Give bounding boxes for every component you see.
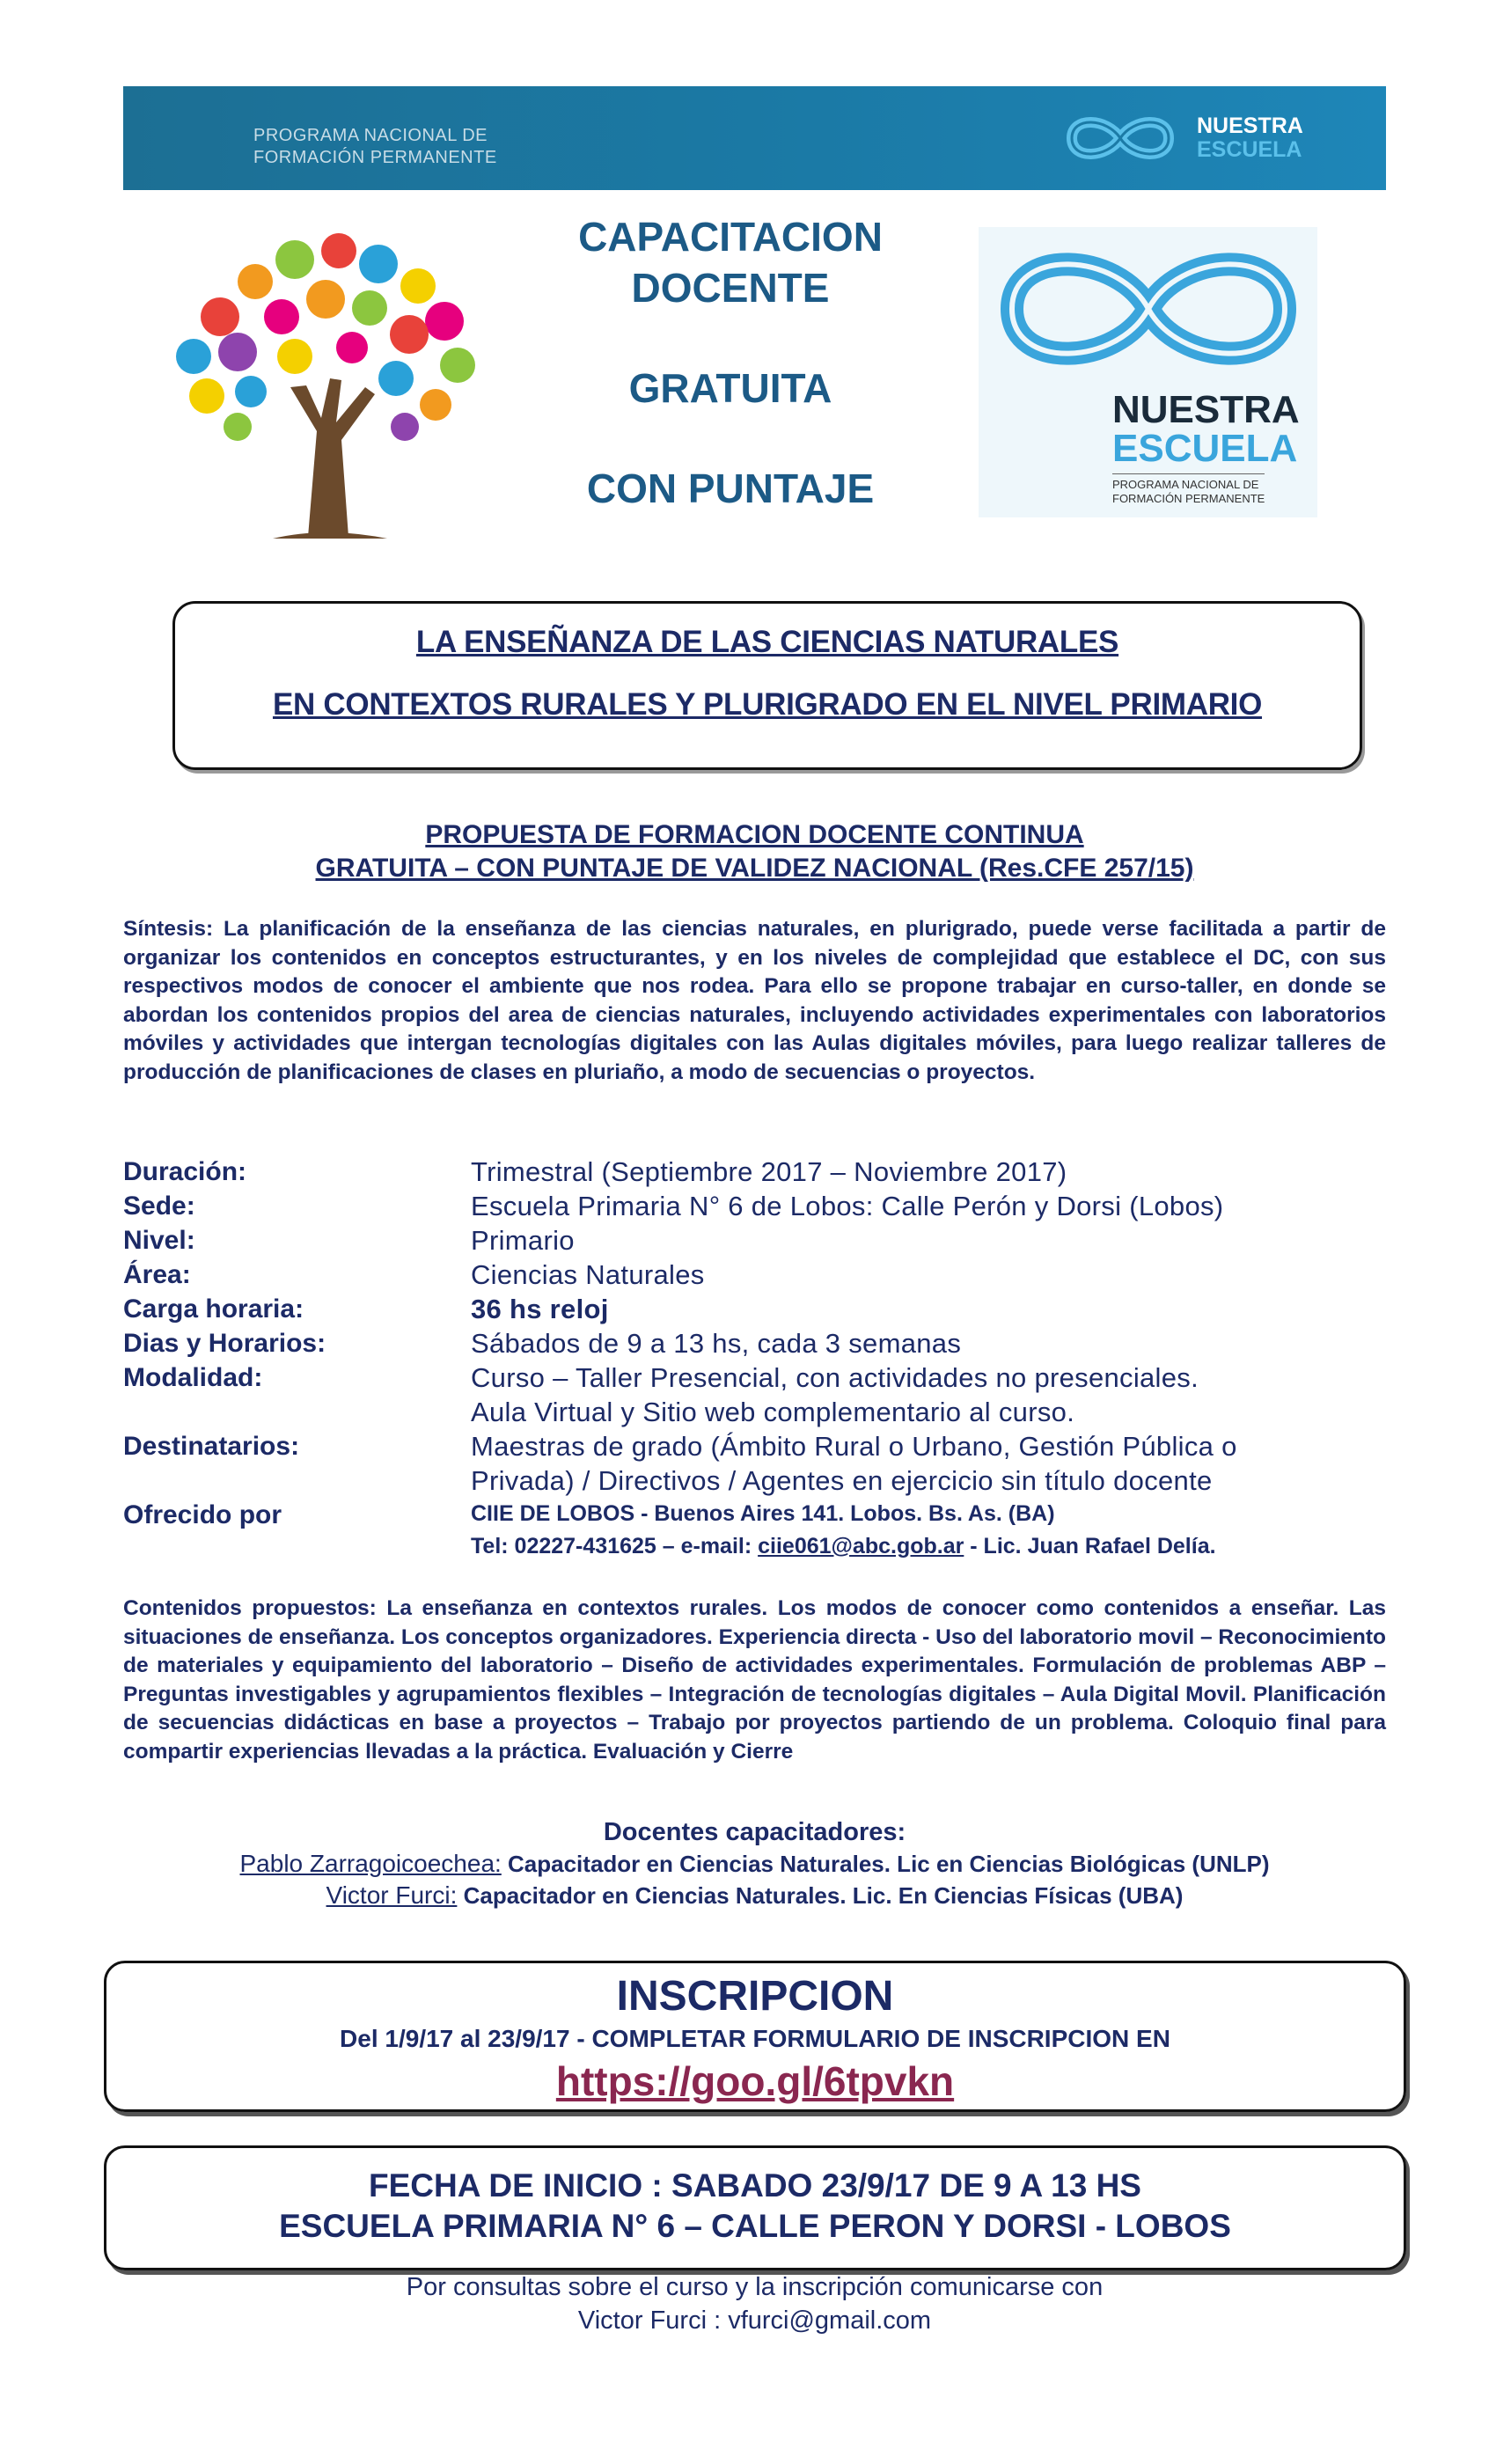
proposal-line-2: GRATUITA – CON PUNTAJE DE VALIDEZ NACIONAL (Res.CFE 257/15) <box>315 854 1194 883</box>
nuestra-escuela-large-logo <box>979 227 1317 517</box>
hero-line-docente: DOCENTE <box>631 265 830 311</box>
proposal-line-1: PROPUESTA DE FORMACION DOCENTE CONTINUA <box>425 820 1084 849</box>
trainer-desc: Capacitador en Ciencias Naturales. Lic en Ciencias Biológicas (UNLP) <box>501 1851 1270 1877</box>
logo-sub-line-1: PROGRAMA NACIONAL DE <box>1112 478 1259 491</box>
email-link[interactable]: ciie061@abc.gob.ar <box>758 1534 964 1558</box>
logo-wordmark-large <box>1112 388 1300 470</box>
detail-row-carga <box>123 1292 1408 1326</box>
contact-footer <box>123 2270 1386 2337</box>
detail-value: Ciencias Naturales <box>471 1259 705 1290</box>
hero-gap <box>519 414 942 463</box>
course-title-line-1: LA ENSEÑANZA DE LAS CIENCIAS NATURALES <box>415 625 1119 659</box>
registration-dates: Del 1/9/17 al 23/9/17 - COMPLETAR FORMULARIO DE INSCRIPCION EN <box>340 2025 1170 2052</box>
hero-gap <box>519 313 942 363</box>
hero-line-gratuita: GRATUITA <box>628 365 832 411</box>
hero-line-puntaje: CON PUNTAJE <box>586 466 875 511</box>
logo-word-nuestra: NUESTRA <box>1112 388 1300 431</box>
detail-row-destinatarios <box>123 1429 1408 1498</box>
proposal-heading <box>123 818 1386 885</box>
hero-line-capacitacion: CAPACITACION <box>578 214 883 260</box>
trainer-name: Victor Furci: <box>326 1881 458 1909</box>
detail-value: Trimestral (Septiembre 2017 – Noviembre 2017) <box>471 1156 1067 1187</box>
detail-value: Primario <box>471 1225 575 1256</box>
detail-row-duracion <box>123 1155 1408 1189</box>
detail-row-area <box>123 1258 1408 1292</box>
detail-value: CIIE DE LOBOS - Buenos Aires 141. Lobos. Bs. As. (BA) <box>471 1501 1055 1526</box>
detail-label: Duración: <box>123 1157 247 1186</box>
registration-form-link[interactable]: https://goo.gl/6tpvkn <box>555 2058 955 2104</box>
detail-value: Maestras de grado (Ámbito Rural o Urbano, Gestión Pública o <box>471 1431 1237 1462</box>
logo-word-escuela: ESCUELA <box>1112 427 1298 470</box>
registration-box <box>104 1961 1406 2112</box>
footer-contact-email: Victor Furci : vfurci@gmail.com <box>577 2306 932 2335</box>
detail-label: Ofrecido por <box>123 1500 282 1529</box>
detail-value: 36 hs reloj <box>471 1294 609 1324</box>
nuestra-escuela-logo <box>1058 104 1303 172</box>
detail-value: Sábados de 9 a 13 hs, cada 3 semanas <box>471 1328 962 1359</box>
tree-of-hands-image <box>141 211 510 546</box>
course-details <box>123 1155 1408 1563</box>
start-date-line: FECHA DE INICIO : SABADO 23/9/17 DE 9 A 13 HS <box>369 2167 1141 2204</box>
detail-row-nivel <box>123 1223 1408 1258</box>
start-date-box <box>104 2145 1406 2270</box>
course-title-box <box>172 601 1362 770</box>
program-line-1: PROGRAMA NACIONAL DE <box>253 126 488 145</box>
detail-value: Privada) / Directivos / Agentes en ejercicio sin título docente <box>471 1465 1213 1496</box>
detail-label: Modalidad: <box>123 1363 263 1392</box>
infinity-icon <box>986 234 1311 384</box>
synthesis-paragraph: Síntesis: La planificación de la enseñanza de las ciencias naturales, en plurigrado, puede verse facilitada a partir de organizar los contenidos en conceptos estructurantes, y en los niveles de complejidad que establece el DC, con sus respectivos modos de conocer el ambiente que nos rodea. Para ello se propone trabajar en curso-taller, en donde se abordan los contenidos propios del area de ciencias naturales, incluyendo actividades experimentales con laboratorios móviles y actividades que intergan tecnologías digitales con las Aulas digitales móviles, para luego realizar talleres de producción de planificaciones de clases en pluriaño, a modo de secuencias o proyectos. <box>123 917 1386 1084</box>
logo-wordmark <box>1197 114 1303 162</box>
contact-person: - Lic. Juan Rafael Delía. <box>964 1534 1216 1558</box>
course-title-line-2: EN CONTEXTOS RURALES Y PLURIGRADO EN EL NIVEL PRIMARIO <box>272 687 1263 722</box>
detail-label: Nivel: <box>123 1226 195 1255</box>
logo-word-escuela: ESCUELA <box>1197 137 1302 162</box>
detail-label: Sede: <box>123 1192 195 1221</box>
detail-label: Carga horaria: <box>123 1294 304 1324</box>
detail-value-group <box>471 1498 1216 1563</box>
logo-sub-line-2: FORMACIÓN PERMANENTE <box>1112 492 1265 505</box>
header-banner <box>123 86 1386 190</box>
detail-label: Área: <box>123 1260 191 1289</box>
program-name <box>253 125 497 169</box>
contact-tel: Tel: 02227-431625 – e-mail: <box>471 1534 759 1558</box>
detail-row-sede <box>123 1189 1408 1223</box>
program-line-2: FORMACIÓN PERMANENTE <box>253 148 497 167</box>
logo-subtitle <box>1112 473 1265 506</box>
detail-value-group <box>471 1429 1237 1498</box>
hero-title <box>519 211 942 514</box>
detail-value: Escuela Primaria N° 6 de Lobos: Calle Perón y Dorsi (Lobos) <box>471 1191 1224 1221</box>
contents-paragraph: Contenidos propuestos: La enseñanza en contextos rurales. Los modos de conocer como contenidos a enseñar. Las situaciones de enseñanza. Los conceptos organizadores. Experiencia directa - Uso del laboratorio movil – Reconocimiento de materiales y equipamiento del laboratorio – Diseño de actividades experimentales. Formulación de problemas ABP – Preguntas investigables y agrupamientos flexibles – Integración de tecnologías digitales – Aula Digital Movil. Planificación de secuencias didácticas en base a proyectos – Trabajo por proyectos partiendo de un problema. Coloquio final para compartir experiencias llevadas a la práctica. Evaluación y Cierre <box>123 1596 1386 1764</box>
detail-value: Curso – Taller Presencial, con actividades no presenciales. <box>471 1362 1199 1393</box>
start-location-line: ESCUELA PRIMARIA N° 6 – CALLE PERON Y DORSI - LOBOS <box>279 2208 1231 2244</box>
registration-title: INSCRIPCION <box>616 1973 894 2020</box>
tree-trunk <box>273 378 387 539</box>
detail-value-group <box>471 1360 1199 1429</box>
trainer-1 <box>123 1848 1386 1880</box>
detail-row-dias <box>123 1326 1408 1360</box>
logo-word-nuestra: NUESTRA <box>1197 114 1303 138</box>
detail-label: Dias y Horarios: <box>123 1329 326 1358</box>
contact-line <box>471 1530 1216 1563</box>
infinity-icon <box>1058 109 1183 167</box>
detail-value: Aula Virtual y Sitio web complementario al curso. <box>471 1397 1075 1427</box>
trainers-title: Docentes capacitadores: <box>603 1818 906 1846</box>
trainer-desc: Capacitador en Ciencias Naturales. Lic. En Ciencias Físicas (UBA) <box>457 1882 1184 1909</box>
trainer-2 <box>123 1880 1386 1911</box>
detail-row-ofrecido <box>123 1498 1408 1563</box>
trainers-section <box>123 1816 1386 1911</box>
footer-line-1: Por consultas sobre el curso y la inscripción comunicarse con <box>406 2273 1104 2301</box>
trainer-name: Pablo Zarragoicoechea: <box>239 1850 502 1877</box>
detail-label: Destinatarios: <box>123 1432 300 1461</box>
detail-row-modalidad <box>123 1360 1408 1429</box>
